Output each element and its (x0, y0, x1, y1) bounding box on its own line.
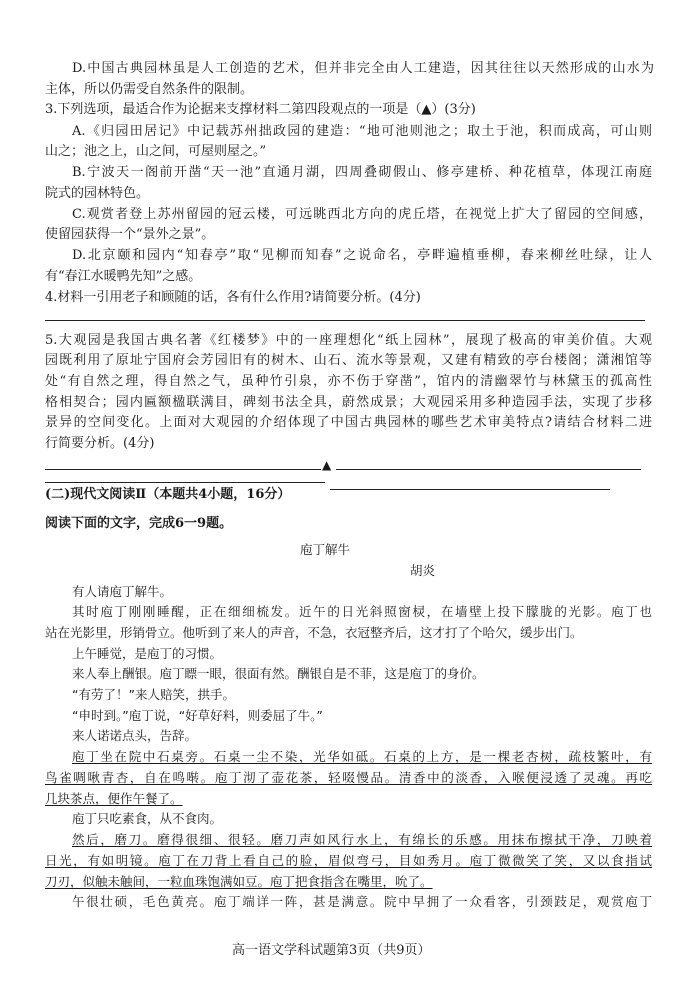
q4-stem: 4.材料一引用老子和顾随的话，各有什么作用?请简要分析。(4分) (45, 290, 421, 305)
q5-answer-line-left[interactable] (45, 469, 321, 470)
q3-option-c-line2: 使留园获得一个“景外之景”。 (45, 227, 215, 242)
q3-option-c-line1: C.观赏者登上苏州留园的冠云楼，可远眺西北方向的虎丘塔，在视觉上扩大了留园的空间感， (72, 207, 652, 222)
q2-option-d-line2: 主体，所以仍需受自然条件的限制。 (45, 82, 254, 97)
story-paragraph-1: 有人请庖丁解牛。 (72, 584, 173, 599)
q2-option-d-line1: D.中国古典园林虽是人工创造的艺术，但并非完全由人工建造，因其往往以天然形成的山水为 (72, 61, 654, 76)
q3-stem: 3.下列选项，最适合作为论据来支撑材料二第四段观点的一项是（▲）(3分) (45, 102, 476, 117)
story-paragraph-8-line3: 几块茶点，便作午餐了。 (45, 791, 183, 806)
q3-option-a-line1: A.《归园田居记》中记载苏州拙政园的建造：“地可池则池之；取土于池，积而成高，可山则 (72, 124, 652, 139)
story-title: 庖丁解牛 (300, 542, 351, 557)
q3-option-d-line2: 有“春江水暖鸭先知”之感。 (45, 269, 202, 284)
q5-line5: 景异的空间变化。上面对大观园的介绍体现了中国古典园林的哪些艺术审美特点?请结合材料二进 (45, 415, 652, 430)
q5-answer-placeholder: ▲ (322, 458, 332, 472)
story-paragraph-8-line1: 庖丁坐在院中石桌旁。石桌一尘不染，光华如砥。石桌的上方，是一棵老杏树，疏枝繁叶，有 (72, 749, 652, 764)
q5-answer-line-right[interactable] (336, 469, 641, 470)
story-paragraph-6: “申时到。”庖丁说，“好草好料，则委屈了牛。” (72, 708, 323, 723)
story-paragraph-11: 午很壮硕，毛色黄亮。庖丁端详一阵，甚是满意。院中早拥了一众看客，引颈跂足，观赏庖丁 (72, 894, 652, 909)
story-paragraph-8-line2: 鸟雀啁啾青杏，自在鸣啭。庖丁沏了壶花茶，轻啜慢品。清香中的淡香，入喉便浸透了灵魂。再吃 (45, 770, 652, 785)
q5-line1: 5.大观园是我国古典名著《红楼梦》中的一座理想化“纸上园林”，展现了极高的审美价值。大观 (45, 333, 652, 348)
page-footer: 高一语文学科试题第3页（共9页） (232, 943, 431, 958)
section-line-left (45, 482, 325, 483)
q3-option-b-line2: 院式的园林特色。 (45, 186, 150, 201)
story-paragraph-2-line2: 站在光影里，形销骨立。他听到了来人的声音，不急，衣冠整齐后，这才打了个哈欠，缓步出门。 (45, 625, 583, 640)
story-paragraph-2-line1: 其时庖丁刚刚睡醒，正在细细梳发。近午的日光斜照窗棂，在墙壁上投下朦胧的光影。庖丁也 (72, 604, 652, 619)
story-paragraph-3: 上午睡觉，是庖丁的习惯。 (72, 646, 223, 661)
section-line-right (330, 489, 610, 490)
section-instruction: 阅读下面的文字，完成6一9题。 (45, 516, 233, 531)
story-author: 胡炎 (410, 563, 436, 578)
q5-line2: 园既利用了原址宁国府会芳园旧有的树木、山石、流水等景观，又建有精致的亭台楼阁；潇湘馆等 (45, 353, 652, 368)
story-paragraph-4: 来人奉上酬银。庖丁瞟一眼，很面有然。酬银自是不菲，这是庖丁的身价。 (72, 666, 485, 681)
q5-line3: 处“有自然之理，得自然之气，虽种竹引泉，亦不伤于穿凿”，馆内的清幽翠竹与林黛玉的孤高性 (45, 374, 652, 389)
q4-answer-line[interactable] (45, 320, 645, 321)
story-paragraph-10-line1: 然后，磨刀。磨得很细、很轻。磨刀声如风行水上，有绵长的乐感。用抹布擦拭干净，刀映着 (72, 832, 652, 847)
q5-line6: 行简要分析。(4分) (45, 436, 155, 451)
story-paragraph-10-line3: 刀刃，似触未触间，一粒血珠饱满如豆。庖丁把食指含在嘴里，吮了。 (45, 874, 433, 889)
section-heading: (二)现代文阅读Ⅱ（本题共4小题，16分） (45, 487, 291, 502)
story-paragraph-5: “有劳了！”来人赔笑，拱手。 (72, 687, 235, 702)
q3-option-a-line2: 山之；池之上，山之间，可屋则屋之。” (45, 144, 267, 159)
q3-option-b-line1: B.宁波天一阁前开凿“天一池”直通月湖，四周叠砌假山、修亭建桥、种花植草，体现江南庭 (72, 165, 652, 180)
story-paragraph-9: 庖丁只吃素食，从不食肉。 (72, 811, 223, 826)
story-paragraph-7: 来人诺诺点头，告辞。 (72, 728, 198, 743)
q5-line4: 格相契合；园内匾额楹联满目，碑刻书法全具，蔚然成景；大观园采用多种造园手法，实现了步移 (45, 395, 652, 410)
q3-option-d-line1: D.北京颐和园内“知春亭”取“见柳而知春”之说命名，亭畔遍植垂柳，春来柳丝吐绿，让人 (72, 248, 652, 263)
story-paragraph-10-line2: 日光，有如明镜。庖丁在刀背上看自己的脸，眉似弯弓，目如秀月。庖丁微微笑了笑，又以食指试 (45, 853, 652, 868)
